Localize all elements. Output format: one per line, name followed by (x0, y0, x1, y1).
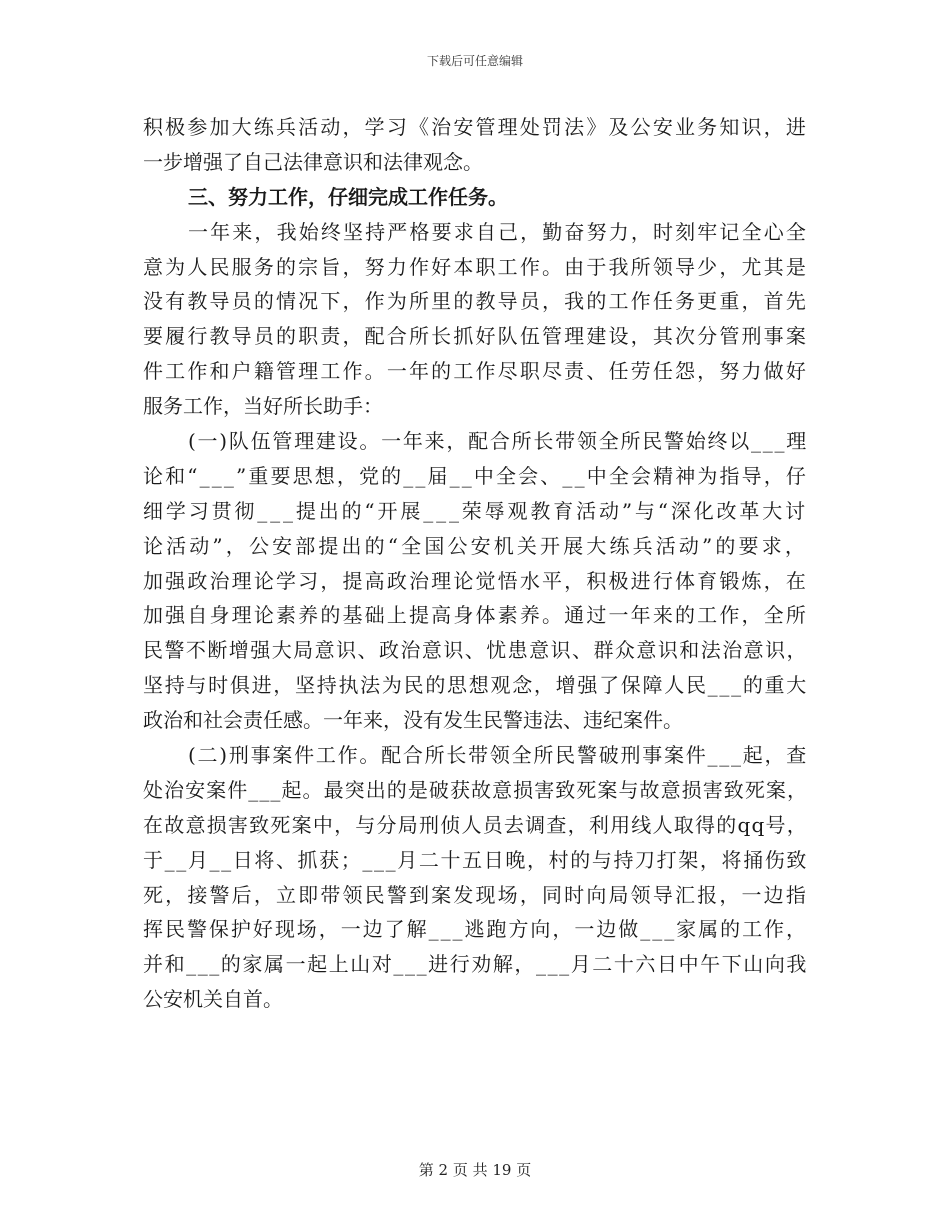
text-line: 处治安案件___起。最突出的是破获故意损害致死案与故意损害致死案， (143, 777, 808, 802)
text-line: 加强自身理论素养的基础上提高身体素养。通过一年来的工作，全所 (143, 603, 808, 628)
text-line: 于__月__日将、抓获；___月二十五日晚，村的与持刀打架，将捅伤致 (143, 847, 808, 872)
text-line: 加强政治理论学习，提高政治理论觉悟水平，积极进行体育锻炼，在 (143, 568, 808, 593)
text-line: 三、努力工作，仔细完成工作任务。 (188, 184, 508, 209)
text-line: 政治和社会责任感。一年来，没有发生民警违法、违纪案件。 (143, 708, 683, 733)
text-line: 一步增强了自己法律意识和法律观念。 (143, 149, 483, 174)
text-line: (二)刑事案件工作。配合所长带领全所民警破刑事案件___起，查 (188, 743, 808, 768)
text-line: 一年来，我始终坚持严格要求自己，勤奋努力，时刻牢记全心全 (188, 219, 808, 244)
text-line: 细学习贯彻___提出的“开展___荣辱观教育活动”与“深化改革大讨 (143, 498, 808, 523)
text-line: 在故意损害致死案中，与分局刑侦人员去调查，利用线人取得的qq号， (143, 812, 808, 837)
document-body (143, 110, 808, 1017)
text-line: 论和“___”重要思想，党的__届__中全会、__中全会精神为指导，仔 (143, 463, 808, 488)
text-line: 没有教导员的情况下，作为所里的教导员，我的工作任务更重，首先 (143, 289, 808, 314)
text-line: 死，接警后，立即带领民警到案发现场，同时向局领导汇报，一边指 (143, 882, 808, 907)
page-footer: 第 2 页 共 19 页 (418, 1161, 532, 1179)
text-line: (一)队伍管理建设。一年来，配合所长带领全所民警始终以___理 (188, 429, 808, 454)
page-header: 下载后可任意编辑 (426, 54, 523, 68)
text-line: 论活动”，公安部提出的“全国公安机关开展大练兵活动”的要求， (143, 533, 808, 558)
text-line: 坚持与时俱进，坚持执法为民的思想观念，增强了保障人民___的重大 (143, 673, 808, 698)
text-line: 意为人民服务的宗旨，努力作好本职工作。由于我所领导少，尤其是 (143, 254, 808, 279)
text-line: 挥民警保护好现场，一边了解___逃跑方向，一边做___家属的工作， (143, 917, 808, 942)
text-line: 积极参加大练兵活动，学习《治安管理处罚法》及公安业务知识，进 (143, 115, 808, 139)
text-line: 要履行教导员的职责，配合所长抓好队伍管理建设，其次分管刑事案 (143, 324, 808, 349)
text-line: 民警不断增强大局意识、政治意识、忧患意识、群众意识和法治意识， (143, 638, 808, 663)
text-line: 件工作和户籍管理工作。一年的工作尽职尽责、任劳任怨，努力做好 (143, 359, 808, 384)
text-line: 公安机关自首。 (143, 987, 283, 1012)
text-line: 服务工作，当好所长助手： (143, 394, 383, 419)
text-line: 并和___的家属一起上山对___进行劝解，___月二十六日中午下山向我 (143, 952, 808, 977)
